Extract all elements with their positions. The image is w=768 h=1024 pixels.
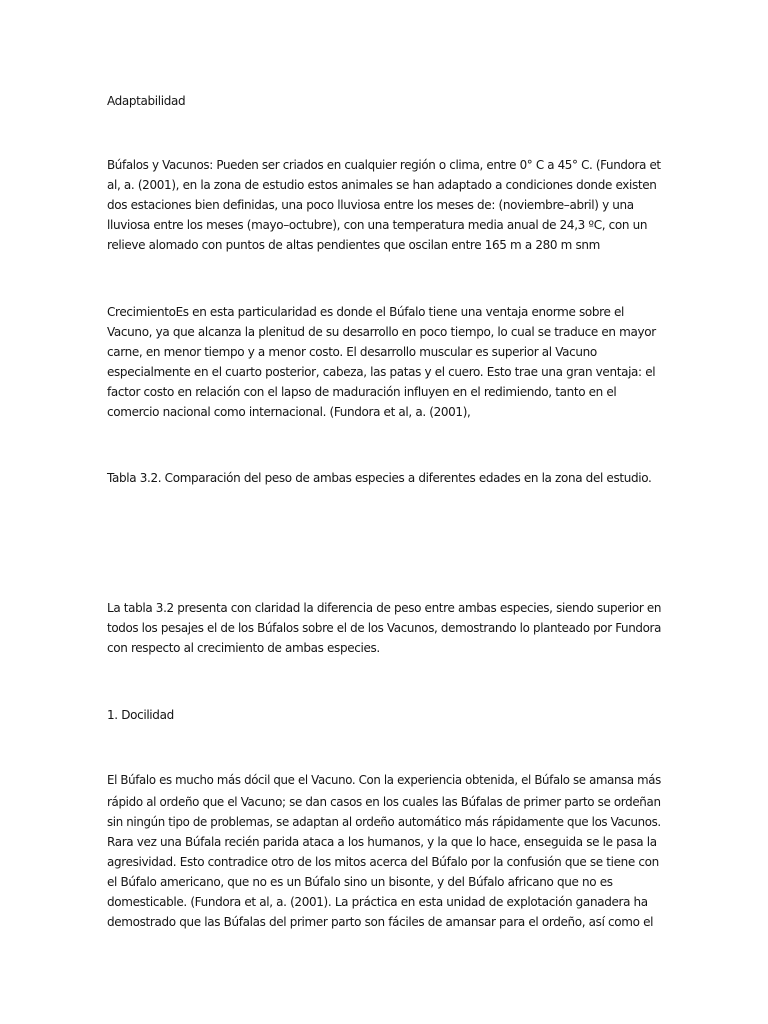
paragraph-line: Búfalos y Vacunos: Pueden ser criados en cualquier región o clima, entre 0° C a 45° C. (Fundora et bbox=[107, 158, 661, 172]
paragraph-line: el Búfalo americano, que no es un Búfalo sino un bisonte, y del Búfalo africano que no es bbox=[107, 875, 613, 889]
paragraph-line: agresividad. Esto contradice otro de los mitos acerca del Búfalo por la confusión que se tiene con bbox=[107, 855, 659, 869]
paragraph-line: sin ningún tipo de problemas, se adaptan al ordeño automático más rápidamente que los Vacunos. bbox=[107, 815, 661, 829]
paragraph-line: demostrado que las Búfalas del primer parto son fáciles de amansar para el ordeño, así como el bbox=[107, 915, 654, 929]
paragraph-line: relieve alomado con puntos de altas pendientes que oscilan entre 165 m a 280 m snm bbox=[107, 238, 600, 252]
paragraph-line: Rara vez una Búfala recién parida ataca a los humanos, y la que lo hace, enseguida se le pasa la bbox=[107, 835, 657, 849]
paragraph-line: lluviosa entre los meses (mayo–octubre), con una temperatura media anual de 24,3 ºC, con un bbox=[107, 218, 648, 232]
paragraph-line: domesticable. (Fundora et al, a. (2001). La práctica en esta unidad de explotación ganadera ha bbox=[107, 895, 648, 909]
paragraph-line: rápido al ordeño que el Vacuno; se dan casos en los cuales las Búfalas de primer parto se ordeñan bbox=[107, 795, 661, 809]
paragraph-line: todos los pesajes el de los Búfalos sobre el de los Vacunos, demostrando lo planteado por Fundora bbox=[107, 621, 662, 635]
paragraph-line: con respecto al crecimiento de ambas especies. bbox=[107, 641, 380, 655]
section-heading-adaptabilidad: Adaptabilidad bbox=[107, 94, 186, 108]
section-heading-docilidad: 1. Docilidad bbox=[107, 708, 174, 722]
paragraph-line: carne, en menor tiempo y a menor costo. El desarrollo muscular es superior al Vacuno bbox=[107, 345, 597, 359]
paragraph-line: especialmente en el cuarto posterior, cabeza, las patas y el cuero. Esto trae una gran ventaja: el bbox=[107, 365, 656, 379]
paragraph-line: dos estaciones bien definidas, una poco lluviosa entre los meses de: (noviembre–abril) y una bbox=[107, 198, 634, 212]
paragraph-line: La tabla 3.2 presenta con claridad la diferencia de peso entre ambas especies, siendo superior en bbox=[107, 601, 662, 615]
paragraph-line: al, a. (2001), en la zona de estudio estos animales se han adaptado a condiciones donde existen bbox=[107, 178, 657, 192]
table-caption: Tabla 3.2. Comparación del peso de ambas especies a diferentes edades en la zona del estudio. bbox=[107, 471, 652, 485]
paragraph-line: CrecimientoEs en esta particularidad es donde el Búfalo tiene una ventaja enorme sobre el bbox=[107, 305, 624, 319]
paragraph-line: El Búfalo es mucho más dócil que el Vacuno. Con la experiencia obtenida, el Búfalo se amansa más bbox=[107, 773, 661, 787]
paragraph-line: factor costo en relación con el lapso de maduración influyen en el redimiendo, tanto en el bbox=[107, 385, 617, 399]
paragraph-line: Vacuno, ya que alcanza la plenitud de su desarrollo en poco tiempo, lo cual se traduce en mayor bbox=[107, 325, 656, 339]
paragraph-line: comercio nacional como internacional. (Fundora et al, a. (2001), bbox=[107, 405, 471, 419]
